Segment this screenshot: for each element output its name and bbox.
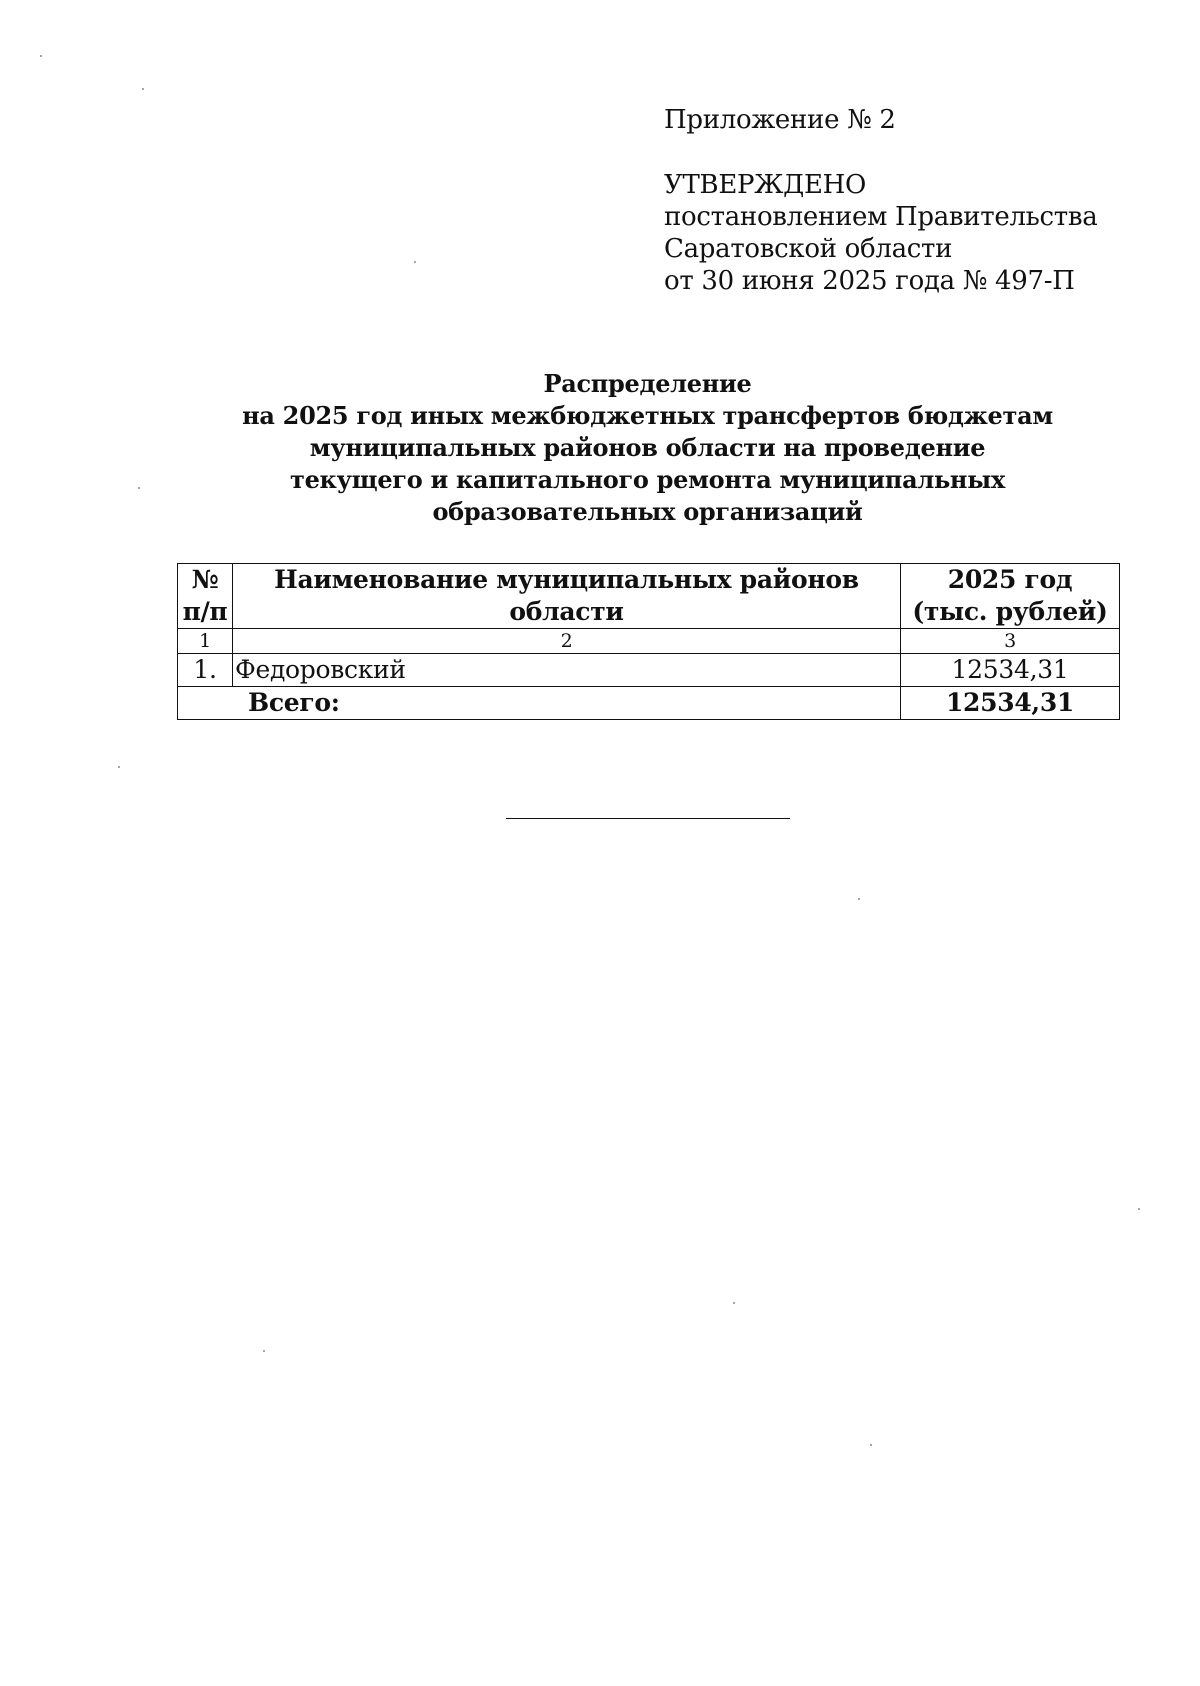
header-value: [901, 564, 1120, 629]
total-value: 12534,31: [901, 687, 1120, 720]
document-title: [180, 368, 1115, 528]
approval-line-1: постановлением Правительства: [664, 202, 1098, 232]
scan-speck: [40, 55, 42, 57]
title-line-1: Распределение: [543, 369, 752, 398]
scan-speck: [858, 898, 860, 900]
scan-speck: [118, 766, 120, 768]
total-label: Всего:: [178, 687, 901, 720]
title-line-5: образовательных организаций: [432, 497, 863, 526]
approval-line-3: от 30 июня 2025 года № 497-П: [664, 266, 1075, 296]
column-number-1: 1: [178, 629, 233, 654]
title-line-4: текущего и капитального ремонта муниципальных: [290, 465, 1005, 494]
header-value-line-1: 2025 год: [947, 565, 1073, 594]
column-number-3: 3: [901, 629, 1120, 654]
approval-line-2: Саратовской области: [664, 234, 953, 264]
scan-speck: [263, 1350, 265, 1352]
distribution-table: [177, 563, 1120, 720]
closing-rule: [506, 818, 790, 819]
scan-speck: [414, 261, 416, 263]
scan-speck: [138, 487, 140, 489]
title-line-3: муниципальных районов области на проведение: [309, 433, 986, 462]
scan-speck: [1138, 1208, 1140, 1210]
column-number-row: [178, 629, 1120, 654]
table-row: [178, 654, 1120, 687]
total-row: [178, 687, 1120, 720]
header-district-name-text: Наименование муниципальных районов области: [274, 565, 859, 626]
header-number: [178, 564, 233, 629]
approved-heading: УТВЕРЖДЕНО: [664, 170, 867, 200]
header-number-line-1: №: [191, 565, 219, 594]
header-district-name: [233, 564, 901, 629]
appendix-number: Приложение № 2: [664, 105, 896, 135]
scan-speck: [733, 1302, 735, 1304]
scan-speck: [870, 1444, 872, 1446]
approval-block: [664, 104, 1104, 297]
table-header-row: [178, 564, 1120, 629]
scan-speck: [142, 88, 144, 90]
row-value: 12534,31: [901, 654, 1120, 687]
header-value-line-2: (тыс. рублей): [912, 597, 1108, 626]
title-line-2: на 2025 год иных межбюджетных трансфертов бюджетам: [242, 401, 1053, 430]
row-district-name: Федоровский: [233, 654, 901, 687]
row-number: 1.: [178, 654, 233, 687]
header-number-line-2: п/п: [182, 597, 228, 626]
column-number-2: 2: [233, 629, 901, 654]
